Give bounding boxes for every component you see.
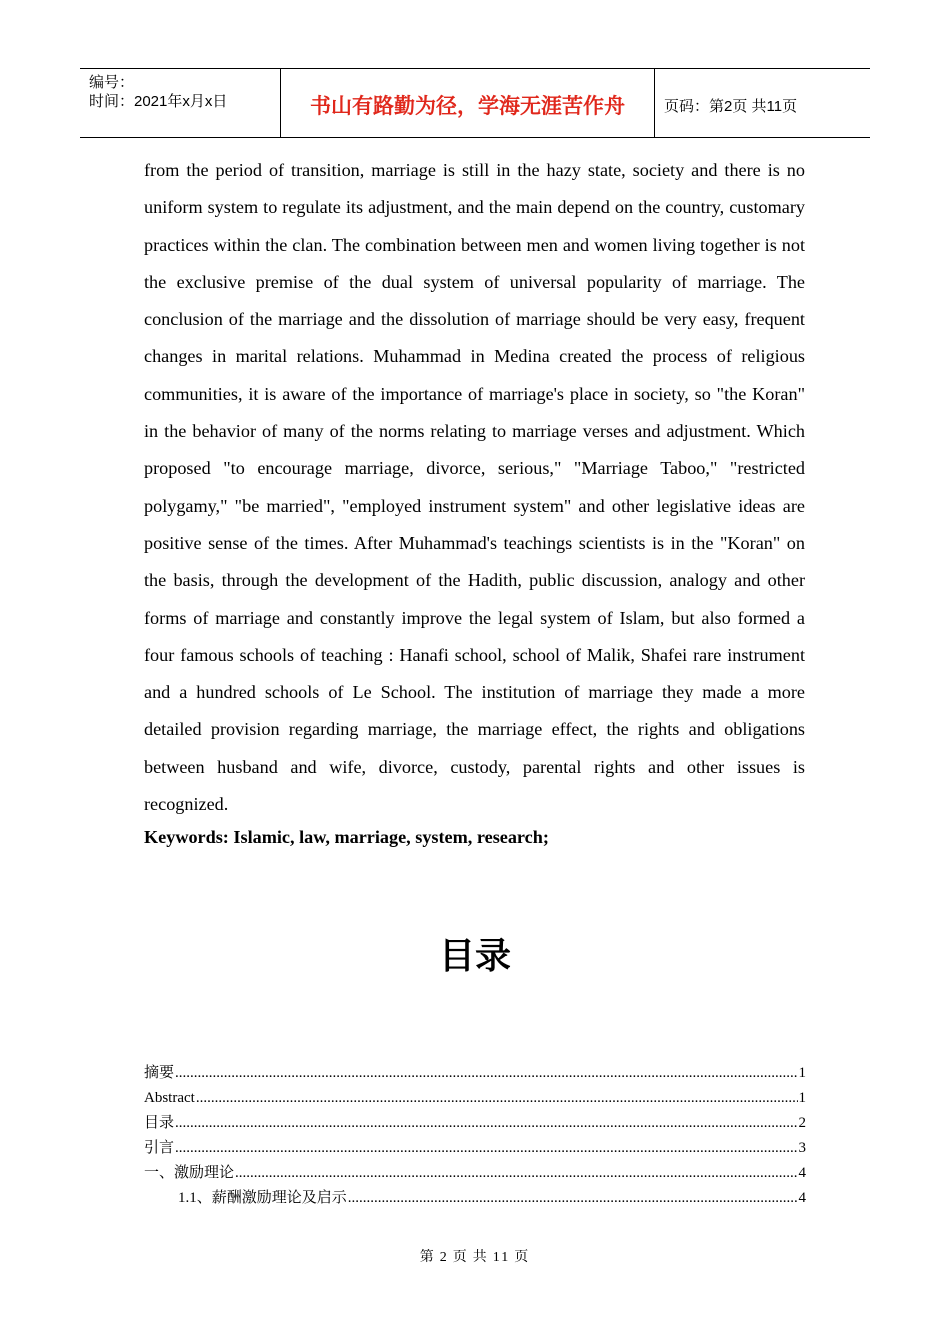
toc-entry[interactable] — [144, 1186, 806, 1211]
header-motto: 书山有路勤为径，学海无涯苦作舟 — [281, 69, 655, 137]
toc-leader-dots — [348, 1186, 798, 1211]
toc-entry-label: 目录 — [144, 1115, 175, 1131]
toc-entry-page: 4 — [798, 1165, 806, 1181]
keywords-line: Keywords: Islamic, law, marriage, system, research; — [144, 827, 549, 847]
footer-ye: 页 — [452, 1250, 469, 1265]
footer-total-pages: 11 — [492, 1250, 511, 1265]
toc-leader-dots — [235, 1161, 797, 1186]
toc-entry-label: 引言 — [144, 1140, 175, 1156]
toc-entry-label: 摘要 — [144, 1065, 175, 1081]
toc-leader-dots — [196, 1086, 798, 1111]
toc-entry-label: 1.1、薪酬激励理论及启示 — [178, 1190, 347, 1206]
toc-entry[interactable] — [144, 1061, 806, 1086]
abstract-paragraph: from the period of transition, marriage is still in the hazy state, society and there is no uniform system to regulate its adjustment, and the main depend on the country, customary practices within the clan. The combination between men and women living together is not the exclusive premise of the dual system of universal popularity of marriage. The conclusion of the marriage and the dissolution of marriage should be very easy, frequent changes in marital relations. Muhammad in Medina created the process of religious communities, it is aware of the importance of marriage's place in society, so "the Koran" in the behavior of many of the norms relating to marriage verses and adjustment. Which proposed "to encourage marriage, divorce, serious," "Marriage Taboo," "restricted polygamy," "be married", "employed instrument system" and other legislative ideas are positive sense of the times. After Muhammad's teachings scientists is in the "Koran" on the basis, through the development of the Hadith, public discussion, analogy and other forms of marriage and constantly improve the legal system of Islam, but also formed a four famous schools of teaching : Hanafi school, school of Malik, Shafei rare instrument and a hundred schools of Le School. The institution of marriage they made a more detailed provision regarding marriage, the marriage effect, the rights and obligations between husband and wife, divorce, custody, parental rights and other issues is recognized. — [144, 160, 805, 815]
footer-ye2: 页 — [514, 1250, 531, 1265]
footer-gong: 共 — [472, 1250, 489, 1265]
toc-leader-dots — [175, 1136, 797, 1161]
page-footer — [0, 1246, 950, 1266]
header-time-label: 时间：2021年x月x日 — [89, 93, 228, 110]
toc-entry-page: 4 — [798, 1190, 806, 1206]
toc-entry[interactable] — [144, 1161, 806, 1186]
toc-entry-label: 一、激励理论 — [144, 1165, 235, 1181]
table-of-contents — [144, 1061, 806, 1211]
header-info-cell — [80, 69, 281, 137]
header-page-label: 页码：第2页 共11页 — [664, 97, 798, 115]
toc-entry-page: 3 — [798, 1140, 806, 1156]
toc-entry[interactable] — [144, 1111, 806, 1136]
toc-leader-dots — [175, 1061, 797, 1086]
toc-entry-label: Abstract — [144, 1090, 195, 1106]
toc-entry-page: 1 — [798, 1090, 806, 1106]
toc-entry[interactable] — [144, 1136, 806, 1161]
toc-entry-page: 1 — [798, 1065, 806, 1081]
toc-entry-page: 2 — [798, 1115, 806, 1131]
header-number-label: 编号： — [89, 74, 135, 91]
toc-leader-dots — [175, 1111, 797, 1136]
page-header — [80, 68, 870, 138]
footer-di: 第 — [419, 1250, 436, 1265]
footer-page-number: 2 — [439, 1250, 449, 1265]
toc-title: 目录 — [438, 935, 511, 977]
toc-entry[interactable] — [144, 1086, 806, 1111]
